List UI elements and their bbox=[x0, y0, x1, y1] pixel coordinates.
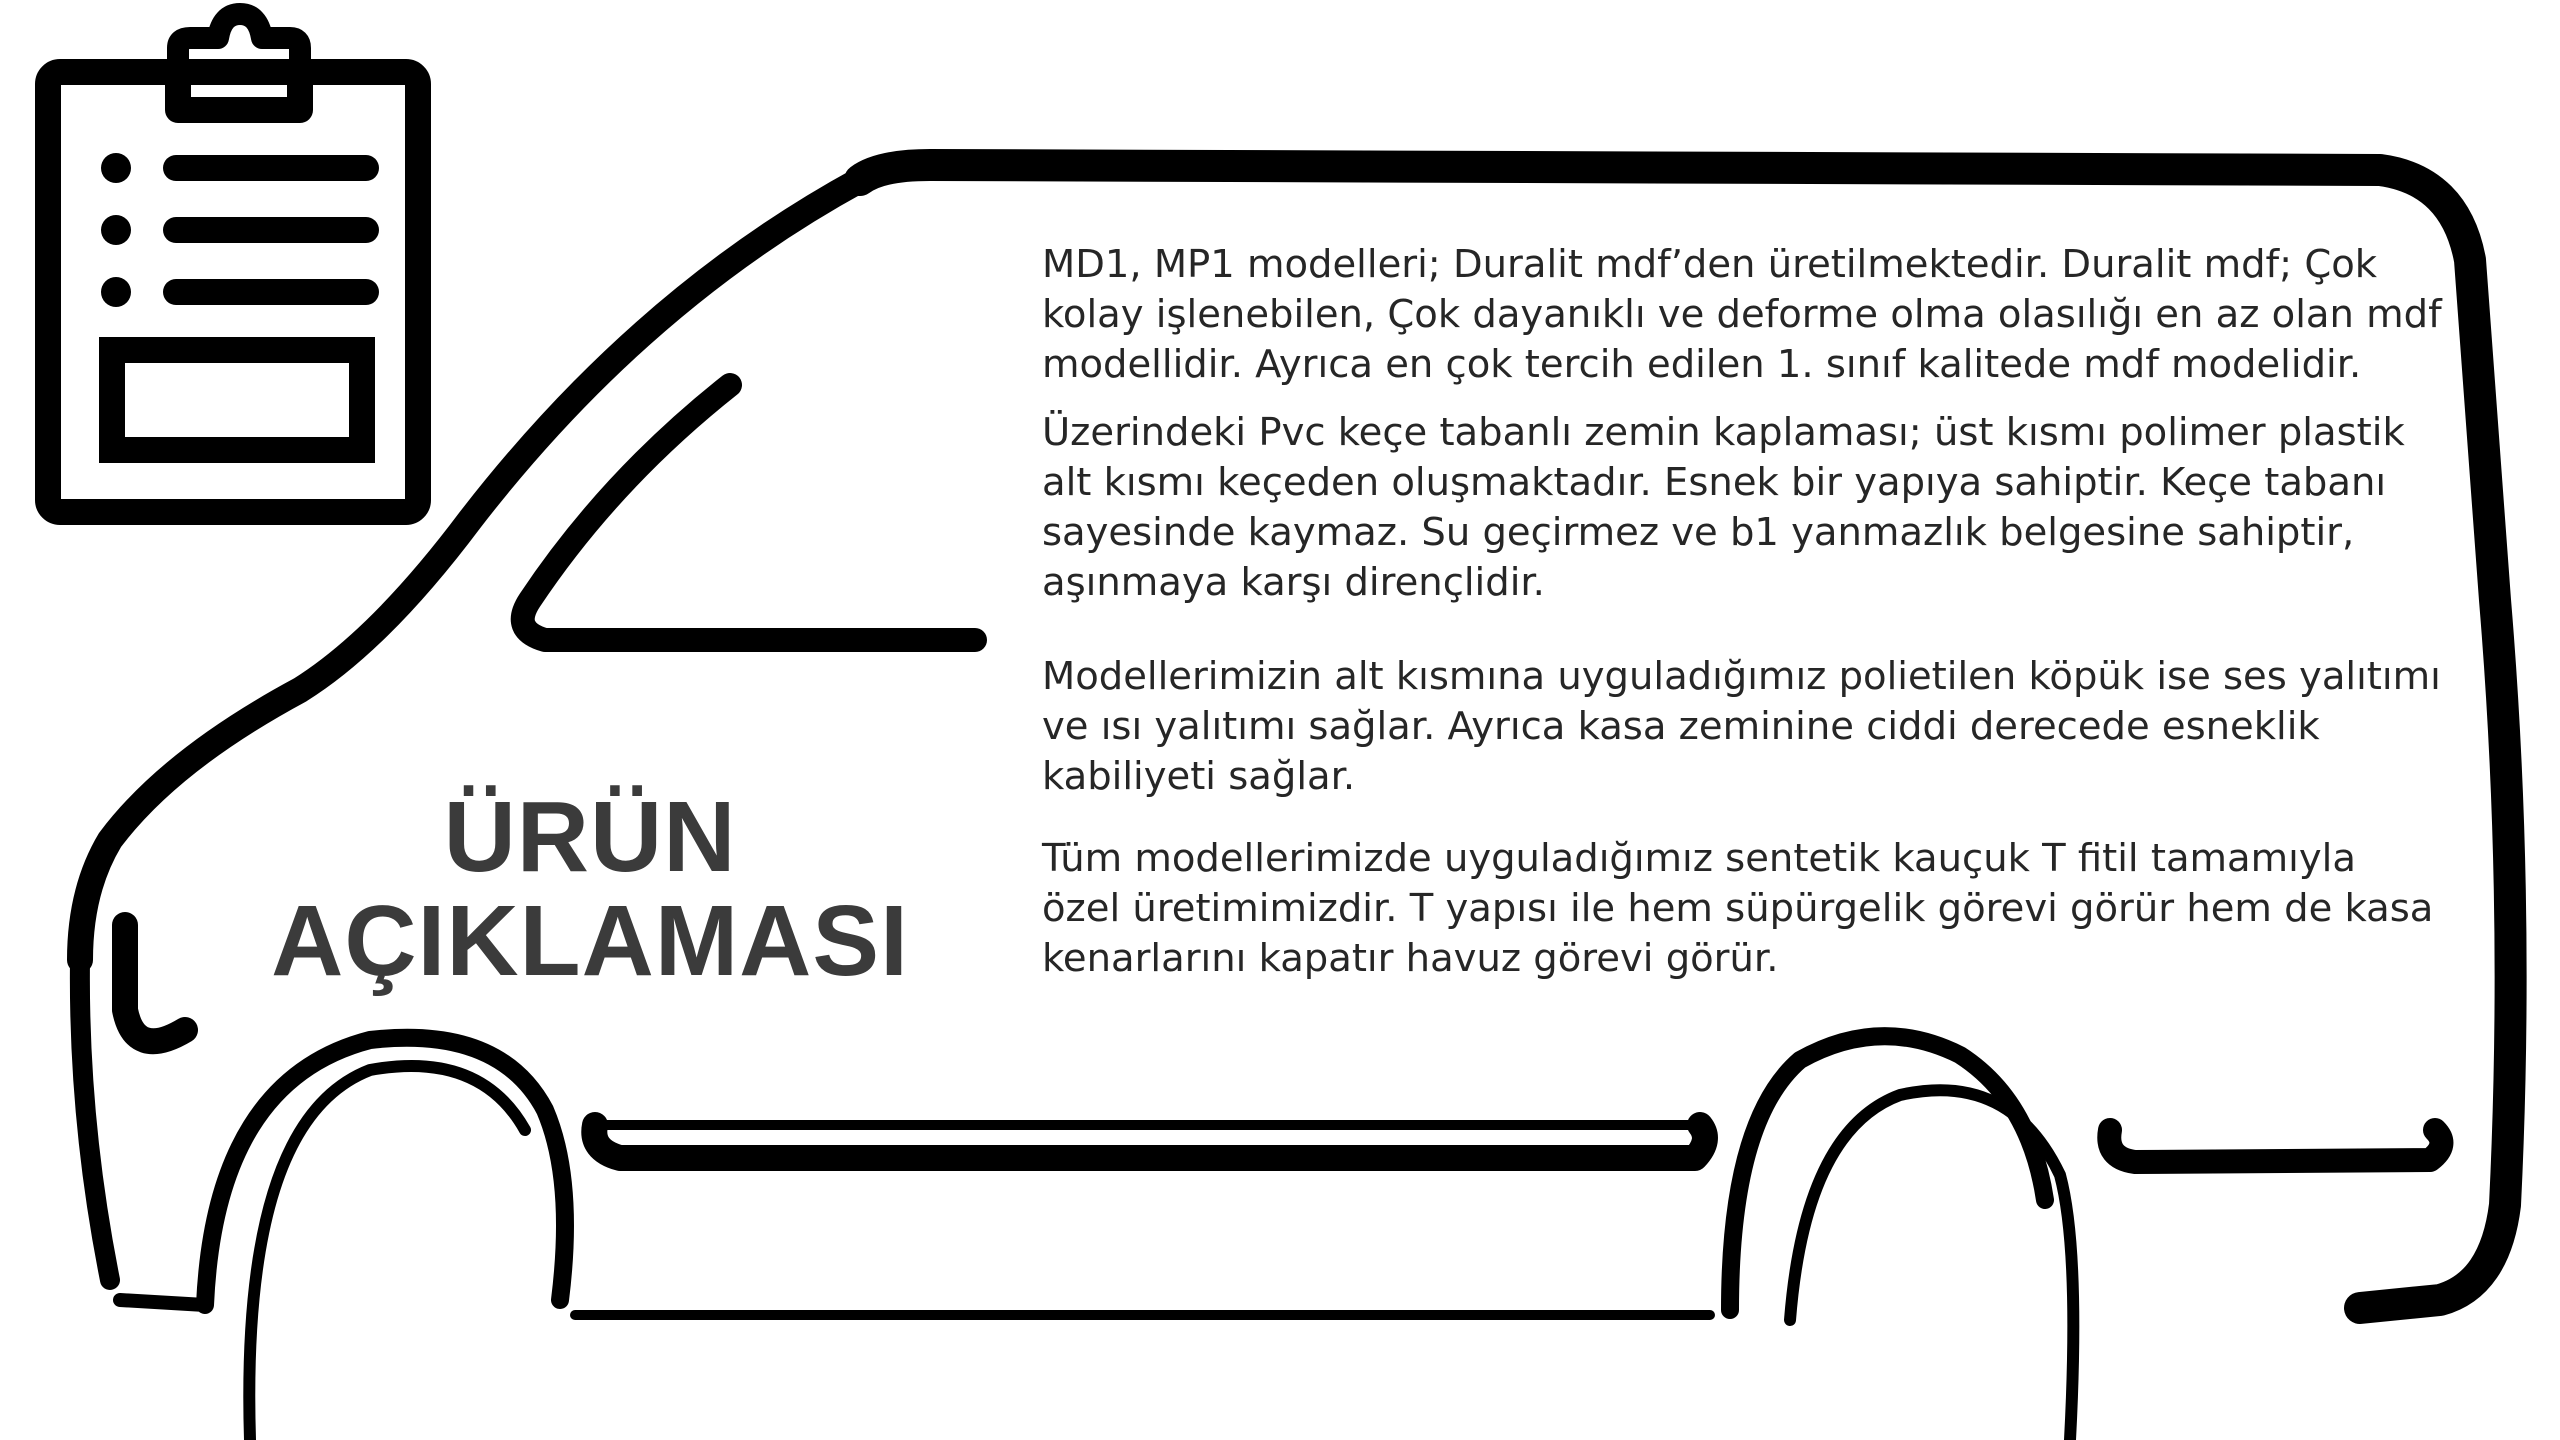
description-paragraph: Üzerindeki Pvc keçe tabanlı zemin kaplaması; üst kısmı polimer plastik alt kısmı keçeden oluşmaktadır. Esnek bir yapıya sahiptir. Keçe tabanı sayesinde kaymaz. Su geçirmez ve b1 yanmazlık belgesine sahiptir, aşınmaya karşı dirençlidir. bbox=[1042, 410, 2405, 605]
page-title bbox=[250, 781, 930, 997]
product-description bbox=[1042, 240, 2442, 984]
description-paragraph: MD1, MP1 modelleri; Duralit mdf’den üretilmektedir. Duralit mdf; Çok kolay işlenebilen, Çok dayanıklı ve deforme olma olasılığı en az olan mdf modellidir. Ayrıca en çok tercih edilen 1. sınıf kalitede mdf modelidir. bbox=[1042, 242, 2442, 387]
title-line-1: ÜRÜN bbox=[443, 781, 737, 893]
description-paragraph: Tüm modellerimizde uyguladığımız sentetik kauçuk T fitil tamamıyla özel üretimimizdir. T yapısı ile hem süpürgelik görevi görür hem de kasa kenarlarını kapatır havuz görevi görür. bbox=[1042, 836, 2434, 981]
title-line-2: AÇIKLAMASI bbox=[271, 885, 909, 997]
description-paragraph: Modellerimizin alt kısmına uyguladığımız polietilen köpük ise ses yalıtımı ve ısı yalıtımı sağlar. Ayrıca kasa zeminine ciddi derecede esneklik kabiliyeti sağlar. bbox=[1042, 654, 2441, 799]
